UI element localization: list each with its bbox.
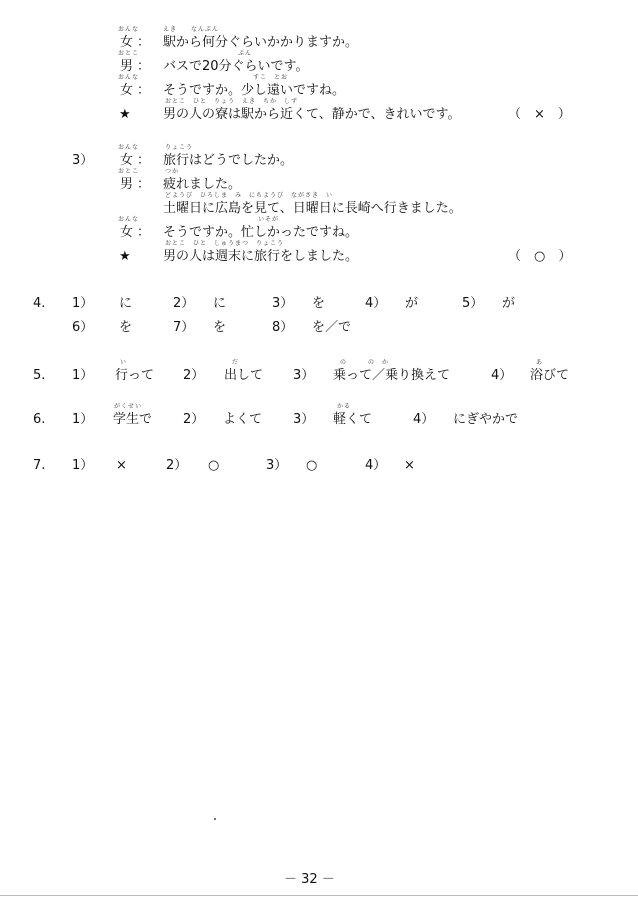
answer-number: 1） (72, 458, 94, 473)
dialogue-line: 旅行はどうでしたか。 (163, 153, 294, 168)
answer-text: が (405, 296, 419, 311)
answer-text: × (404, 458, 415, 473)
answer-number: 4） (413, 412, 435, 427)
answer-number: 2） (173, 296, 195, 311)
line-furigana: いそが (258, 216, 280, 223)
answer-number: 4） (365, 296, 387, 311)
answer-furigana: あ (536, 359, 544, 366)
answer-text: にぎやかで (453, 412, 519, 427)
speaker-label: 女 (120, 225, 134, 240)
dialogue-line: 駅から何分ぐらいかかりますか。 (163, 35, 359, 50)
speaker-label: 女 (120, 153, 134, 168)
dialogue-line: 土曜日に広島を見て、日曜日に長崎へ行きました。 (163, 201, 462, 216)
dialogue-line: そうですか。忙しかったですね。 (163, 225, 359, 240)
answer-number: 3） (266, 458, 288, 473)
answer-number: 1） (72, 412, 94, 427)
line-furigana: すこ とお (253, 74, 289, 81)
answer-text: を (312, 296, 326, 311)
statement-furigana: おとこ ひと りょう えき ちか しず (165, 98, 299, 105)
footer-divider (0, 895, 638, 896)
answer-text: よくて (223, 412, 263, 427)
speaker-label: 女 (120, 83, 134, 98)
answer-text: 浴びて (530, 368, 570, 383)
answer-mark: （ × ） (508, 107, 571, 122)
answer-number: 1） (72, 368, 94, 383)
line-furigana: えき なんぷん (163, 26, 220, 33)
speaker-furigana: おとこ (118, 168, 140, 175)
section-number: 5. (33, 368, 46, 383)
line-furigana: ぷん (238, 50, 253, 57)
answer-text: に (213, 296, 227, 311)
speaker-furigana: おんな (118, 26, 140, 33)
speaker-label: 女 (120, 35, 134, 50)
answer-text: を／で (312, 320, 352, 335)
answer-number: 4） (491, 368, 513, 383)
section-number: 7. (33, 458, 46, 473)
speaker-colon: ： (137, 35, 151, 50)
answer-number: 2） (183, 368, 205, 383)
dialogue-line: バスで20分ぐらいです。 (163, 59, 309, 74)
section-number: 4. (33, 296, 46, 311)
answer-furigana: だ (232, 359, 240, 366)
answer-furigana: がくせい (114, 403, 143, 410)
speaker-label: 男 (120, 177, 134, 192)
answer-number: 5） (462, 296, 484, 311)
line-furigana: りょこう (165, 144, 194, 151)
statement-furigana: おとこ ひと しゅうまつ りょこう (165, 240, 285, 247)
answer-text: 学生で (113, 412, 153, 427)
star-icon: ★ (119, 249, 131, 264)
section-number: 6. (33, 412, 46, 427)
answer-number: 2） (166, 458, 188, 473)
answer-furigana: の の か (340, 359, 390, 366)
speaker-label: 男 (120, 59, 134, 74)
speaker-colon: ： (137, 225, 151, 240)
speaker-furigana: おとこ (118, 50, 140, 57)
answer-mark: （ ○ ） (508, 249, 572, 264)
answer-number: 2） (183, 412, 205, 427)
answer-text: 軽くて (333, 412, 373, 427)
stray-dot (214, 818, 216, 820)
speaker-furigana: おんな (118, 74, 140, 81)
answer-number: 7） (173, 320, 195, 335)
speaker-colon: ： (137, 59, 151, 74)
answer-text: 出して (224, 368, 264, 383)
speaker-colon: ： (137, 153, 151, 168)
line-furigana: どようび ひろしま み にちようび ながさき い (165, 192, 334, 199)
answer-number: 3） (293, 368, 315, 383)
answer-number: 4） (365, 458, 387, 473)
answer-number: 8） (272, 320, 294, 335)
answer-text: ○ (306, 458, 318, 473)
speaker-colon: ： (137, 83, 151, 98)
statement-text: 男の人は週末に旅行をしました。 (163, 249, 359, 264)
answer-text: ○ (208, 458, 220, 473)
answer-text: に (119, 296, 133, 311)
speaker-furigana: おんな (118, 216, 140, 223)
star-icon: ★ (119, 107, 131, 122)
answer-number: 3） (293, 412, 315, 427)
answer-furigana: かる (337, 403, 352, 410)
dialogue-line: そうですか。少し遠いですね。 (163, 83, 346, 98)
item-number: 3） (72, 153, 94, 168)
answer-number: 1） (72, 296, 94, 311)
answer-number: 3） (272, 296, 294, 311)
answer-furigana: い (120, 359, 128, 366)
answer-text: × (116, 458, 127, 473)
answer-text: を (119, 320, 133, 335)
line-furigana: つか (165, 168, 180, 175)
answer-text: が (502, 296, 516, 311)
page-number: － 32 － (284, 872, 335, 887)
dialogue-line: 疲れました。 (163, 177, 242, 192)
speaker-colon: ： (137, 177, 151, 192)
answer-text: 行って (115, 368, 155, 383)
answer-text: を (213, 320, 227, 335)
answer-number: 6） (72, 320, 94, 335)
statement-text: 男の人の寮は駅から近くて、静かで、きれいです。 (163, 107, 461, 122)
speaker-furigana: おんな (118, 144, 140, 151)
answer-text: 乗って／乗り換えて (333, 368, 451, 383)
